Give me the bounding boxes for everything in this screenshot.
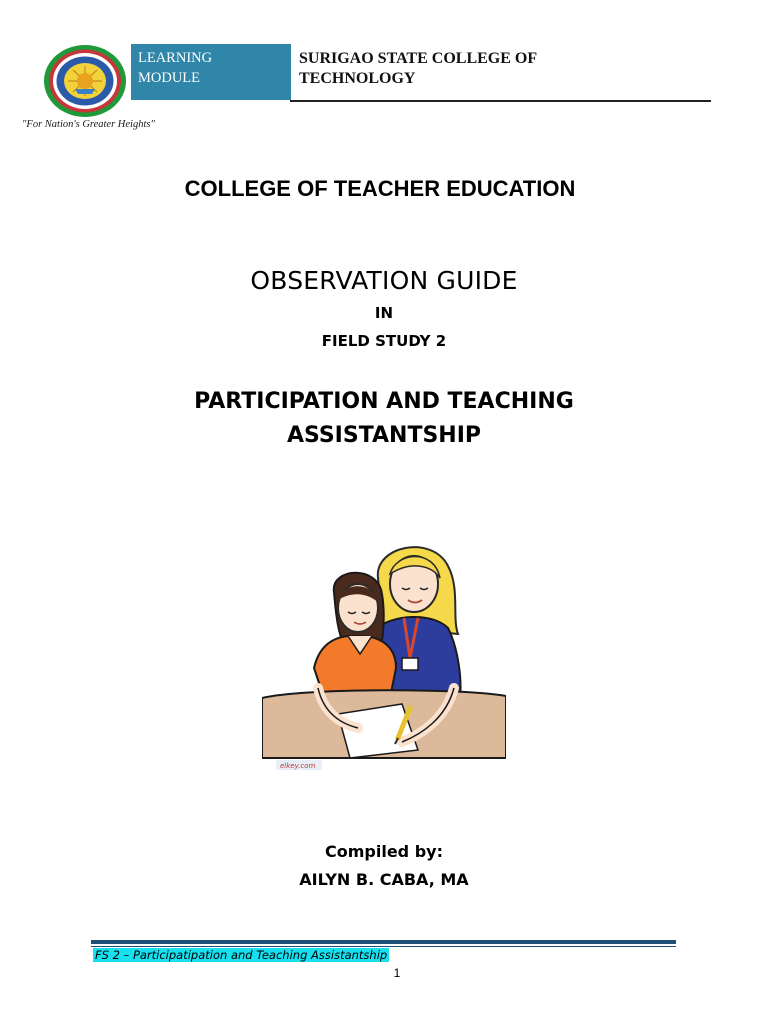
school-name-line1: SURIGAO STATE COLLEGE OF xyxy=(299,50,538,67)
subject-title: FIELD STUDY 2 xyxy=(321,332,447,350)
header-divider xyxy=(290,100,711,102)
title-connector: IN xyxy=(374,304,394,322)
school-motto: "For Nation's Greater Heights" xyxy=(22,119,155,130)
college-title: COLLEGE OF TEACHER EDUCATION xyxy=(184,176,576,201)
compiled-by-label: Compiled by: xyxy=(325,842,443,861)
course-subtitle xyxy=(0,385,768,453)
school-name xyxy=(299,49,599,89)
course-subtitle-line1: PARTICIPATION AND TEACHING xyxy=(194,389,574,414)
learning-module-label xyxy=(131,44,291,100)
teacher-student-illustration xyxy=(262,538,506,774)
course-subtitle-line2: ASSISTANTSHIP xyxy=(286,423,482,448)
svg-text:elkey.com: elkey.com xyxy=(280,762,316,770)
module-label-line1: LEARNING xyxy=(138,50,213,66)
school-seal-icon xyxy=(42,44,128,118)
page-number: 1 xyxy=(393,966,401,980)
footer-course-text: FS 2 – Participatipation and Teaching Assistantship xyxy=(95,948,388,962)
school-name-line2: TECHNOLOGY xyxy=(299,70,416,87)
module-label-line2: MODULE xyxy=(138,70,201,86)
footer-rule-thick xyxy=(91,940,676,944)
document-title: OBSERVATION GUIDE xyxy=(250,266,518,295)
footer-rule-thin xyxy=(91,946,676,947)
author-name: AILYN B. CABA, MA xyxy=(299,870,469,889)
